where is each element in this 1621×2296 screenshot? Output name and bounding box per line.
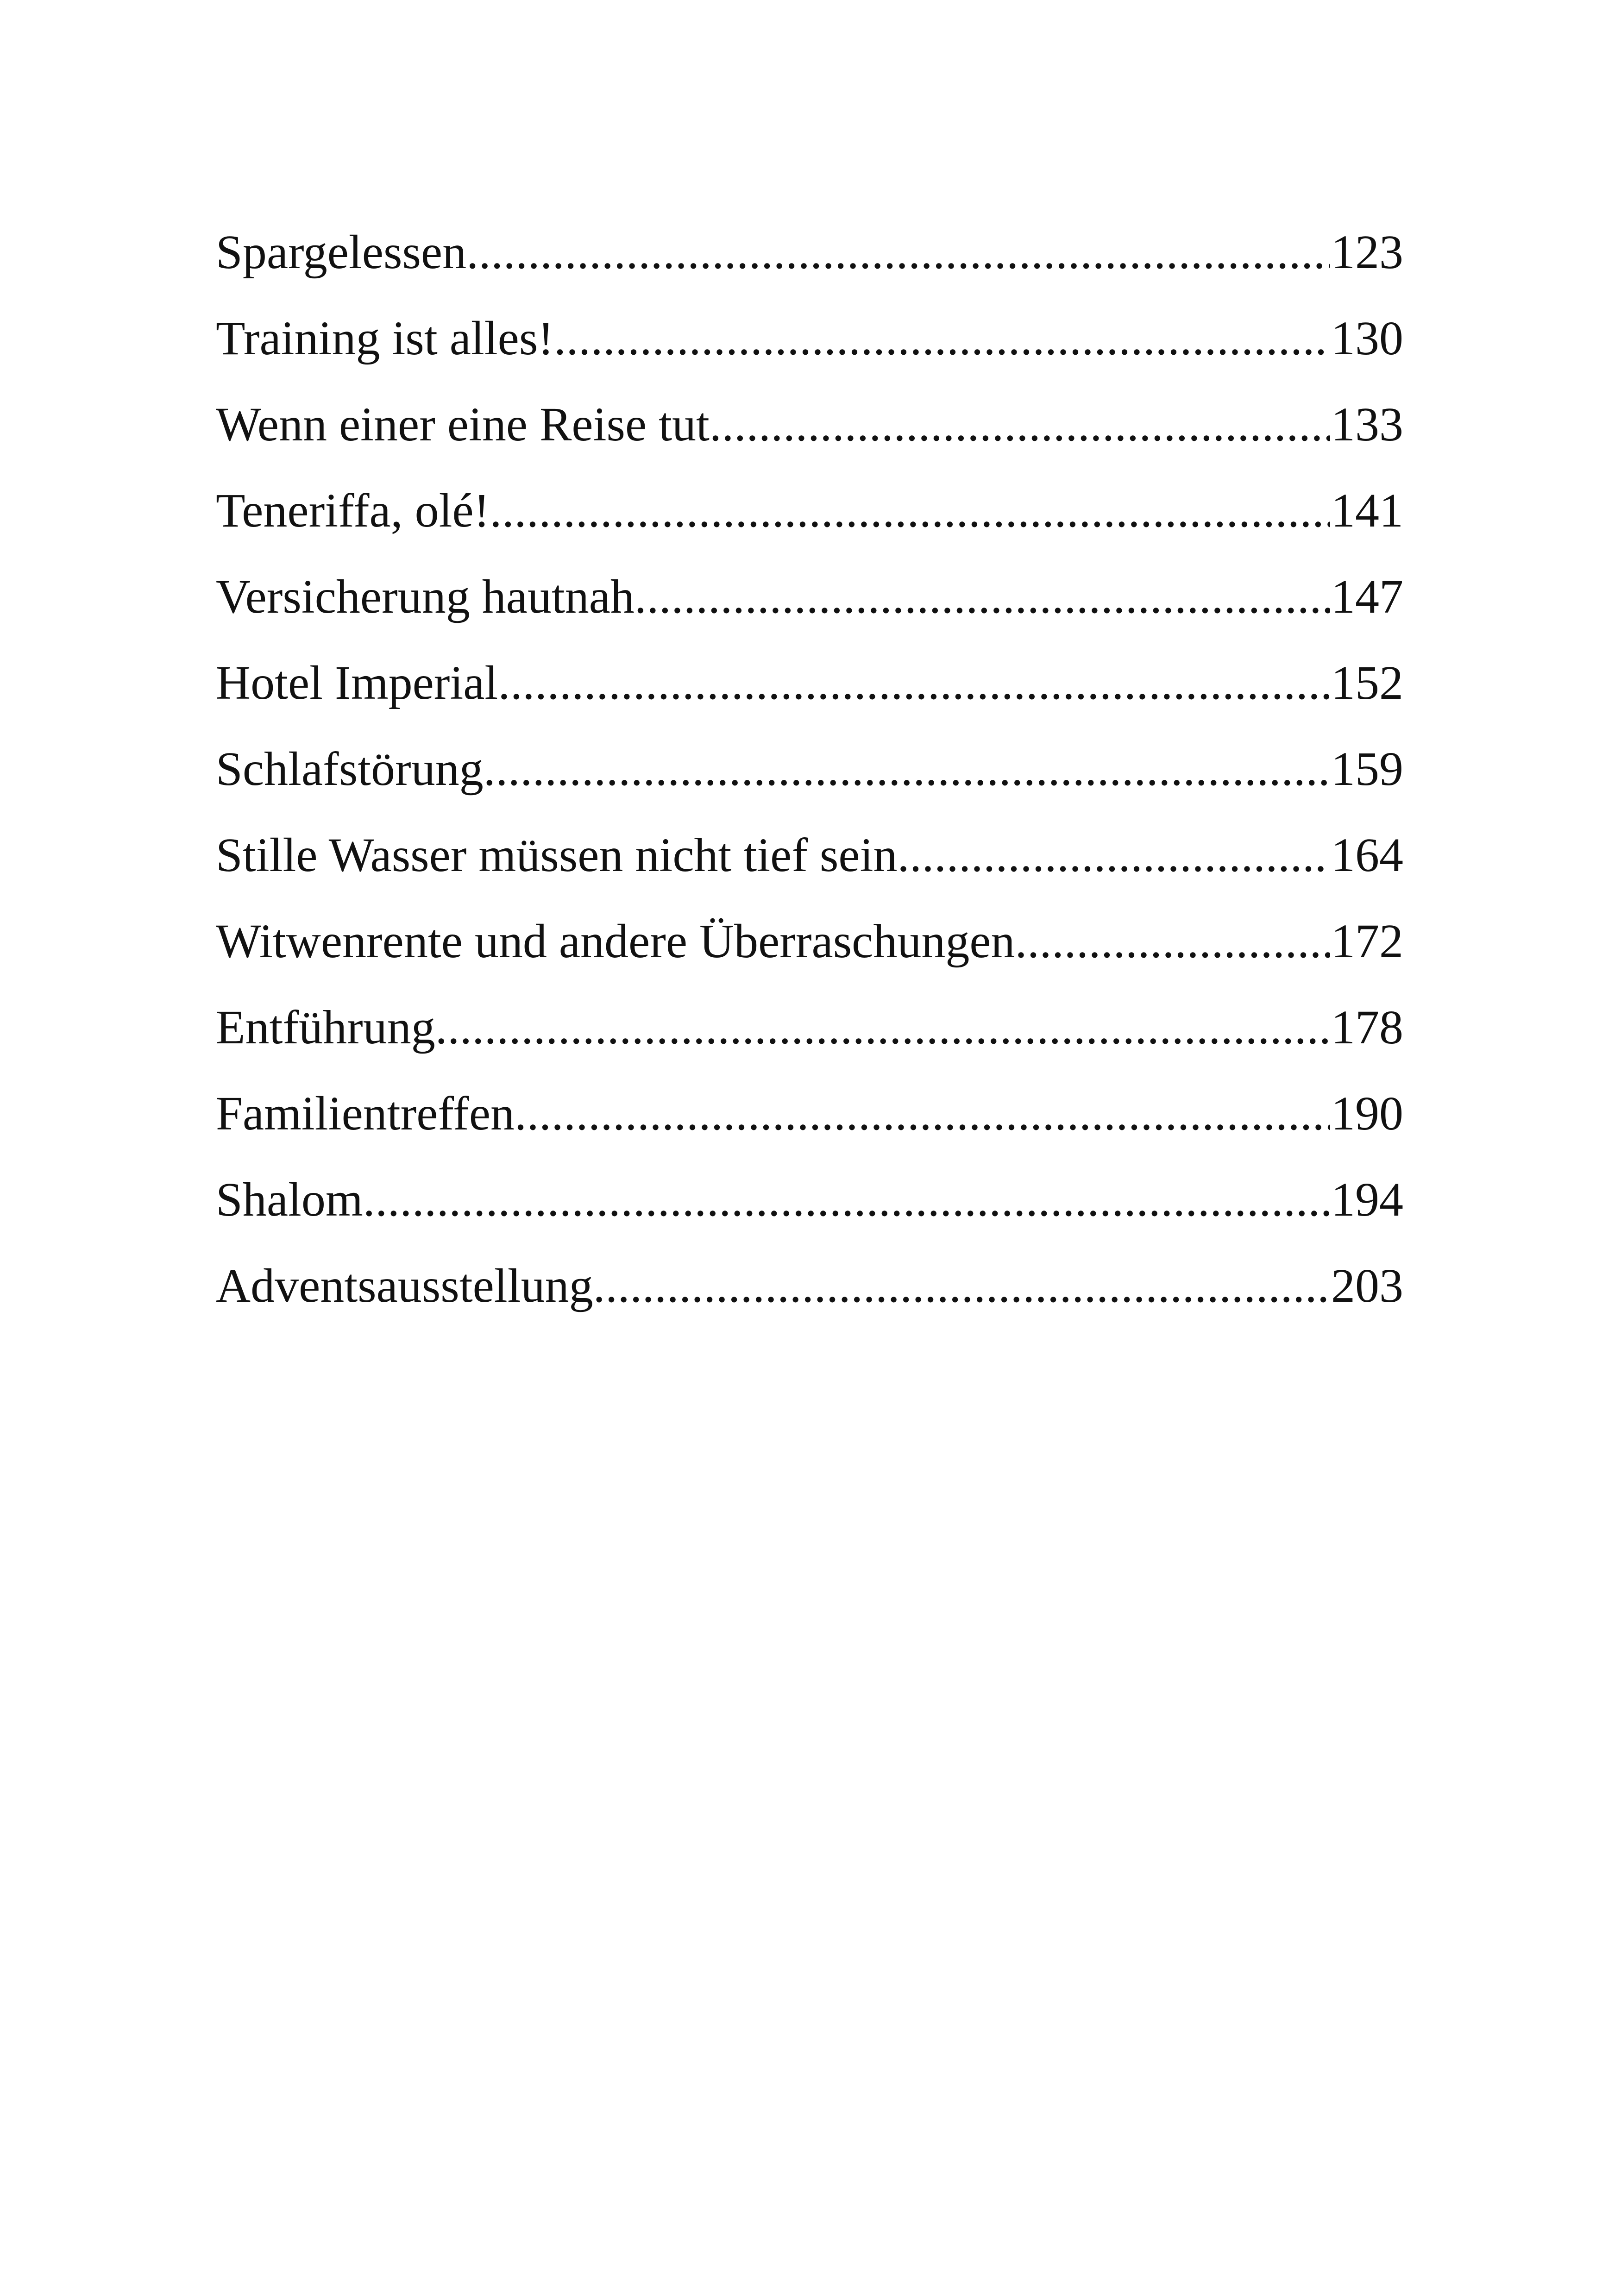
toc-entry: [216, 1243, 1403, 1329]
toc-entry-title: Versicherung hautnah: [216, 570, 635, 623]
toc-entry-title: Schlafstörung: [216, 742, 484, 796]
toc-entry-page-number: 190: [1331, 1087, 1403, 1140]
toc-entry: [216, 1157, 1403, 1243]
toc-entry-title: Familientreffen: [216, 1087, 515, 1140]
toc-entry-title: Teneriffa, olé!: [216, 484, 490, 537]
toc-entry: [216, 1071, 1403, 1157]
toc-entry: [216, 726, 1403, 812]
toc-entry-title: Entführung: [216, 1001, 435, 1054]
toc-leader-dots: [435, 985, 1330, 1071]
toc-entry: [216, 554, 1403, 640]
toc-leader-dots: [466, 209, 1330, 295]
toc-leader-dots: [593, 1243, 1330, 1329]
toc-leader-dots: [363, 1157, 1330, 1243]
toc-entry: [216, 468, 1403, 554]
toc-entry: [216, 209, 1403, 295]
toc-entry-page-number: 147: [1331, 570, 1403, 623]
toc-entry-page-number: 178: [1331, 1001, 1403, 1054]
toc-leader-dots: [484, 726, 1330, 812]
toc-entry-title: Wenn einer eine Reise tut: [216, 398, 710, 451]
toc-entry-page-number: 152: [1331, 656, 1403, 709]
toc-leader-dots: [515, 1071, 1330, 1157]
toc-entry-page-number: 172: [1331, 915, 1403, 968]
toc-entry: [216, 898, 1403, 985]
toc-leader-dots: [554, 295, 1330, 382]
toc-leader-dots: [710, 382, 1330, 468]
toc-entry: [216, 382, 1403, 468]
toc-leader-dots: [490, 468, 1330, 554]
toc-entry: [216, 640, 1403, 726]
table-of-contents: [216, 209, 1403, 1329]
toc-entry-page-number: 141: [1331, 484, 1403, 537]
toc-entry-page-number: 203: [1331, 1259, 1403, 1312]
toc-entry-title: Shalom: [216, 1173, 363, 1226]
toc-entry-page-number: 130: [1331, 312, 1403, 365]
toc-leader-dots: [898, 812, 1331, 898]
toc-entry-title: Spargelessen: [216, 226, 467, 279]
toc-entry-title: Witwenrente und andere Überraschungen: [216, 915, 1015, 968]
toc-entry: [216, 985, 1403, 1071]
toc-entry: [216, 295, 1403, 382]
toc-entry-title: Stille Wasser müssen nicht tief sein: [216, 828, 898, 882]
toc-entry-page-number: 164: [1331, 828, 1403, 882]
toc-entry-page-number: 133: [1331, 398, 1403, 451]
toc-leader-dots: [498, 640, 1330, 726]
toc-leader-dots: [1015, 898, 1331, 985]
toc-entry-title: Training ist alles!: [216, 312, 554, 365]
toc-entry-page-number: 123: [1331, 226, 1403, 279]
toc-entry-page-number: 194: [1331, 1173, 1403, 1226]
toc-entry-title: Hotel Imperial: [216, 656, 498, 709]
toc-entry-title: Adventsausstellung: [216, 1259, 593, 1312]
toc-entry: [216, 812, 1403, 898]
toc-leader-dots: [635, 554, 1330, 640]
toc-entry-page-number: 159: [1331, 742, 1403, 796]
